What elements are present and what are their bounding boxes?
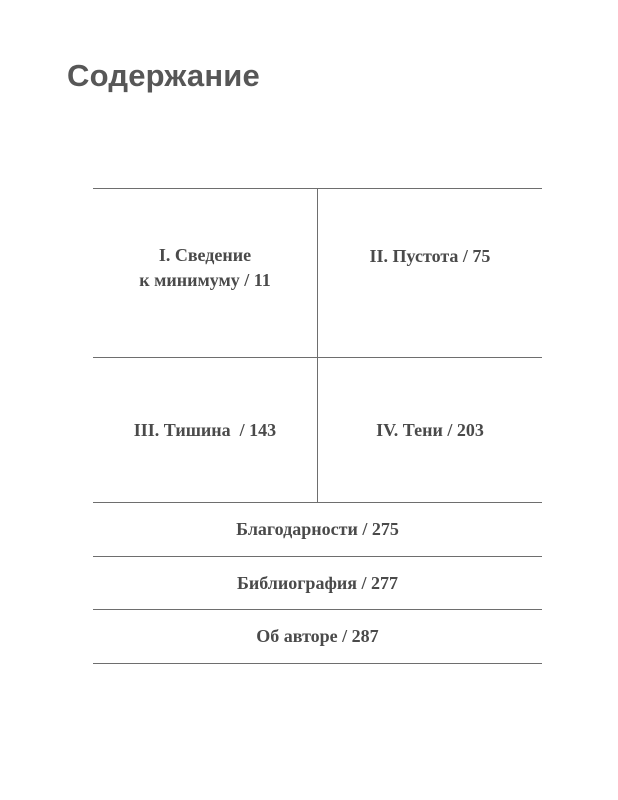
toc-entry-chapter-3[interactable] xyxy=(93,358,317,502)
toc-entry-chapter-4[interactable] xyxy=(318,358,542,502)
toc-entry-label: Библиография / 277 xyxy=(236,572,399,593)
toc-entry-line: к минимуму / 11 xyxy=(139,270,271,290)
toc-entry-bibliography[interactable] xyxy=(93,557,542,609)
page-title: Содержание xyxy=(67,58,260,93)
toc-entry-line: II. Пустота / 75 xyxy=(369,245,491,266)
toc-entry-label: Благодарности / 275 xyxy=(236,519,399,539)
toc-entry-chapter-2[interactable] xyxy=(318,189,542,357)
toc-entry-about-author[interactable] xyxy=(93,610,542,663)
toc-entry-label: Об авторе / 287 xyxy=(256,626,379,646)
toc-entry-line: I. Сведение xyxy=(158,245,252,265)
toc-entry-line: III. Тишина / 143 xyxy=(133,419,277,440)
toc-entry-acknowledgements[interactable] xyxy=(93,503,542,556)
rule-bottom xyxy=(93,663,542,664)
toc-entry-line: IV. Тени / 203 xyxy=(376,419,484,440)
toc-entry-chapter-1[interactable] xyxy=(93,189,317,357)
